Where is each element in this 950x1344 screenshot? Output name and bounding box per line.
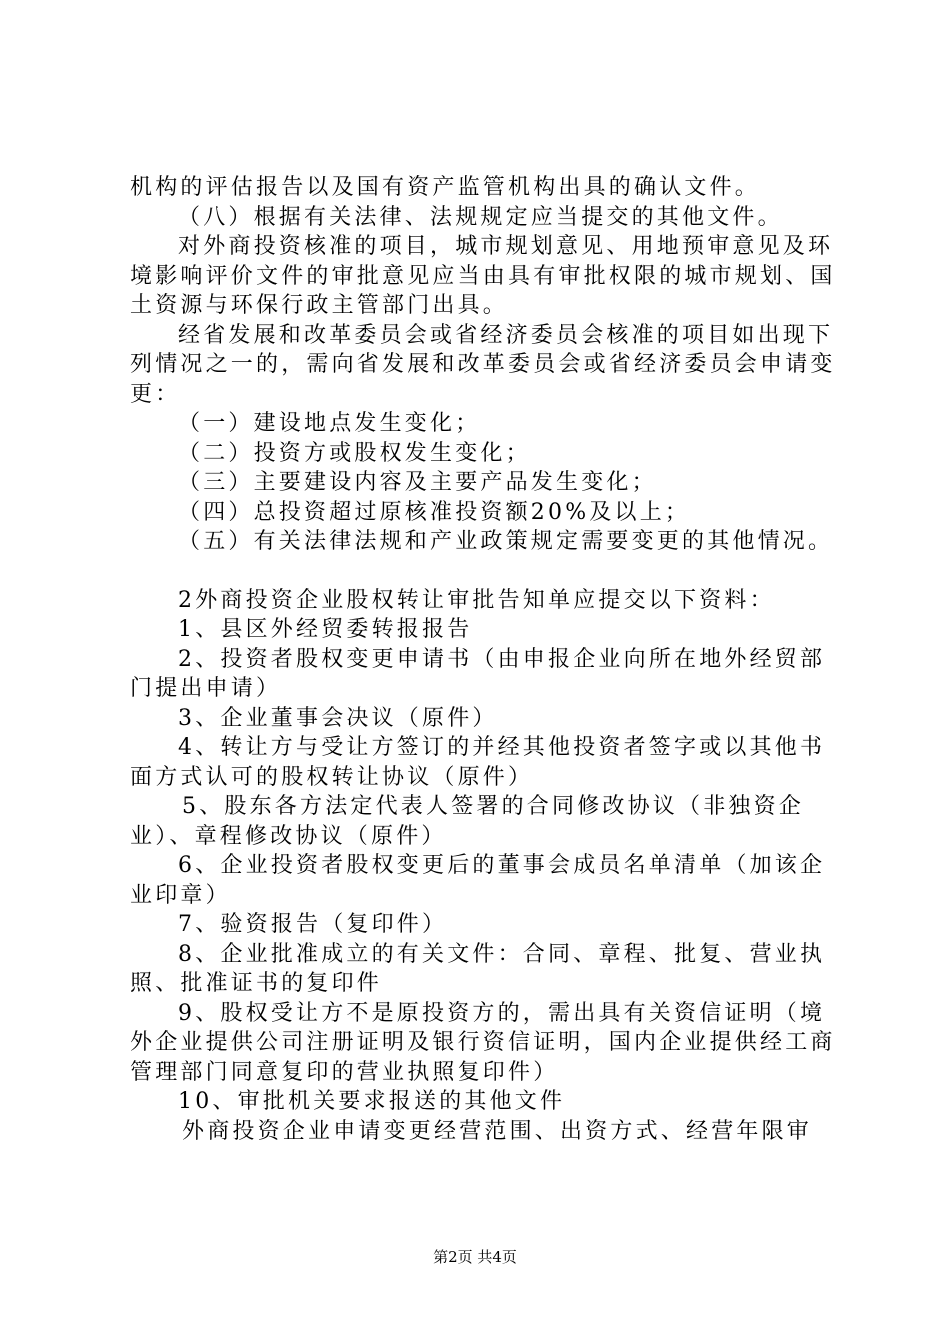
list-item: （五）有关法律法规和产业政策规定需要变更的其他情况。 <box>178 529 834 554</box>
paragraph-line: 机构的评估报告以及国有资产监管机构出具的确认文件。 <box>130 175 761 200</box>
list-item: （一）建设地点发生变化； <box>178 411 481 436</box>
paragraph-line: 外商投资企业申请变更经营范围、出资方式、经营年限审 <box>182 1118 813 1144</box>
list-item: （二）投资方或股权发生变化； <box>178 440 531 466</box>
list-item: 9、股权受让方不是原投资方的，需出具有关资信证明（境外企业提供公司注册证明及银行资信证明，国内企业提供经工商管理部门同意复印的营业执照复印件） <box>130 1000 836 1085</box>
list-item: （三）主要建设内容及主要产品发生变化； <box>178 470 657 495</box>
list-item: 1、县区外经贸委转报报告 <box>178 617 473 642</box>
page-number-footer: 第2页 共4页 <box>433 1248 517 1266</box>
list-item: 6、企业投资者股权变更后的董事会成员名单清单（加该企业印章） <box>130 853 826 908</box>
list-item: 3、企业董事会决议（原件） <box>178 705 498 731</box>
list-item: 5、股东各方法定代表人签署的合同修改协议（非独资企业）、章程修改协议（原件） <box>130 794 804 849</box>
list-item: 10、审批机关要求报送的其他文件 <box>178 1089 566 1114</box>
document-body <box>130 173 850 1146</box>
list-item: 8、企业批准成立的有关文件：合同、章程、批复、营业执照、批准证书的复印件 <box>130 941 826 996</box>
list-item: （四）总投资超过原核准投资额20%及以上； <box>178 499 691 525</box>
list-item: 7、验资报告（复印件） <box>178 912 448 937</box>
list-item: 2、投资者股权变更申请书（由申报企业向所在地外经贸部门提出申请） <box>130 646 826 701</box>
list-item: 4、转让方与受让方签订的并经其他投资者签字或以其他书面方式认可的股权转让协议（原件） <box>130 735 826 790</box>
blank-line <box>130 557 850 586</box>
section-heading: 2外商投资企业股权转让审批告知单应提交以下资料： <box>178 587 775 613</box>
paragraph-line: （八）根据有关法律、法规规定应当提交的其他文件。 <box>178 204 783 230</box>
paragraph: 经省发展和改革委员会或省经济委员会核准的项目如出现下列情况之一的，需向省发展和改革委员会或省经济委员会申请变更： <box>130 322 836 407</box>
paragraph: 对外商投资核准的项目，城市规划意见、用地预审意见及环境影响评价文件的审批意见应当由具有审批权限的城市规划、国土资源与环保行政主管部门出具。 <box>130 234 836 318</box>
